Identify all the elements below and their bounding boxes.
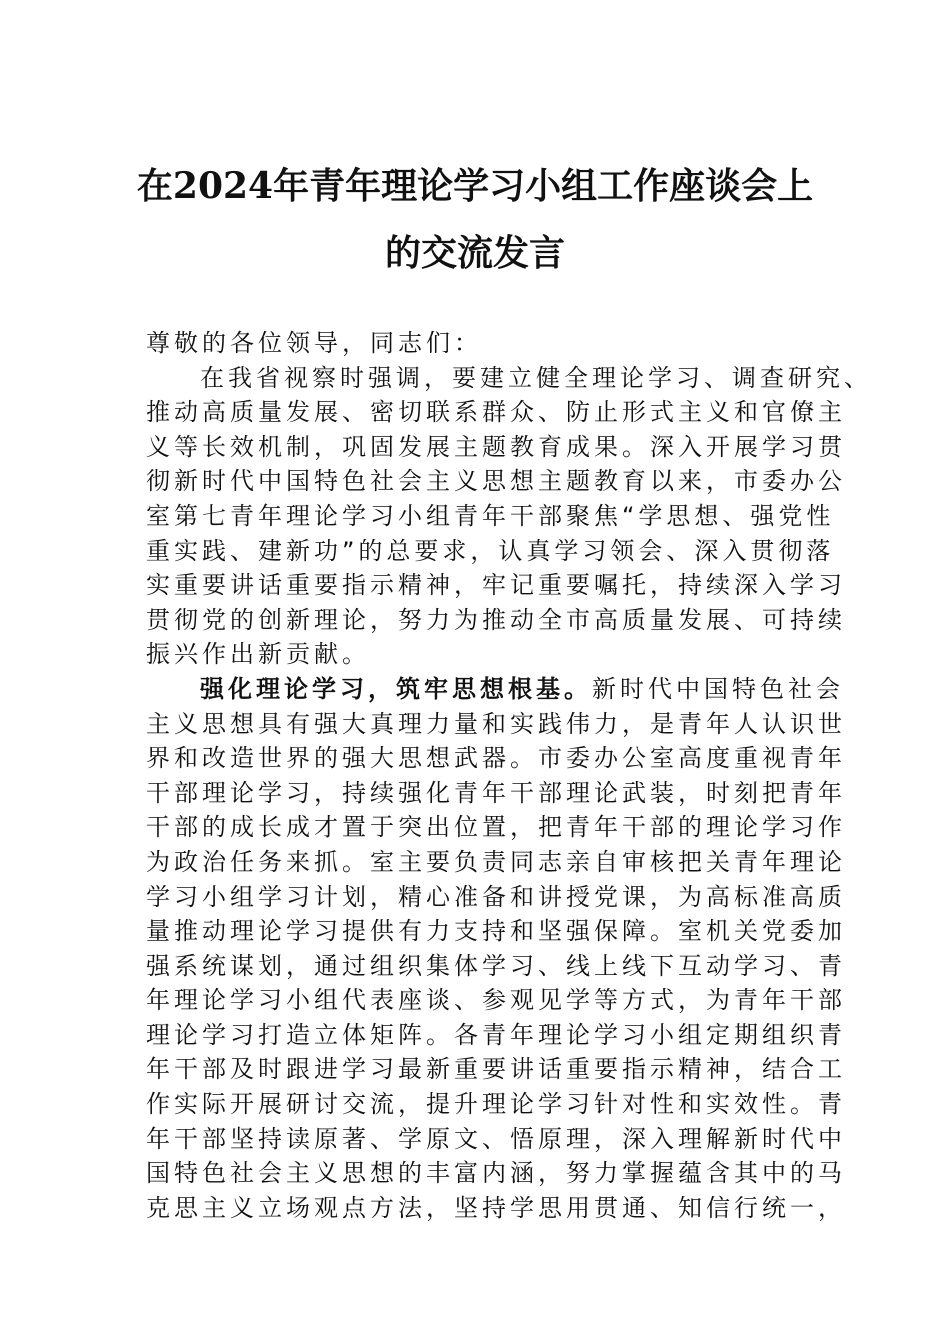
- paragraph-line: 年理论学习小组代表座谈、参观见学等方式，为青年干部: [146, 986, 846, 1015]
- paragraph-line: 界和改造世界的强大思想武器。市委办公室高度重视青年: [146, 744, 846, 773]
- paragraph-line: 实重要讲话重要指示精神，牢记重要嘱托，持续深入学习: [146, 571, 846, 600]
- paragraph-line: 室第七青年理论学习小组青年干部聚焦“学思想、强党性: [146, 501, 835, 530]
- paragraph-line: 为政治任务来抓。室主要负责同志亲自审核把关青年理论: [146, 847, 846, 876]
- paragraph-line: 国特色社会主义思想的丰富内涵，努力掌握蕴含其中的马: [146, 1159, 846, 1188]
- paragraph-line: 主义思想具有强大真理力量和实践伟力，是青年人认识世: [146, 709, 846, 738]
- paragraph-line: 在我省视察时强调，要建立健全理论学习、调查研究、: [200, 363, 872, 392]
- paragraph-line: 振兴作出新贡献。: [146, 640, 370, 669]
- paragraph-line: 作实际开展研讨交流，提升理论学习针对性和实效性。青: [146, 1090, 846, 1119]
- paragraph-1: [146, 361, 872, 672]
- paragraph-line: 量推动理论学习提供有力支持和坚强保障。室机关党委加: [146, 917, 846, 946]
- paragraph-line: 干部理论学习，持续强化青年干部理论武装，时刻把青年: [146, 778, 846, 807]
- paragraph-line: 彻新时代中国特色社会主义思想主题教育以来，市委办公: [146, 467, 846, 496]
- paragraph-line: 学习小组学习计划，精心准备和讲授党课，为高标准高质: [146, 882, 846, 911]
- paragraph-text: 新时代中国特色社会: [592, 674, 844, 703]
- paragraph-line: 推动高质量发展、密切联系群众、防止形式主义和官僚主: [146, 398, 846, 427]
- paragraph-line: 理论学习打造立体矩阵。各青年理论学习小组定期组织青: [146, 1020, 846, 1049]
- paragraph-2: [146, 672, 846, 1226]
- paragraph-line: 强系统谋划，通过组织集体学习、线上线下互动学习、青: [146, 951, 846, 980]
- paragraph-line: 贯彻党的创新理论，努力为推动全市高质量发展、可持续: [146, 605, 846, 634]
- section-heading: 强化理论学习，筑牢思想根基。: [200, 674, 592, 703]
- paragraph-line: 义等长效机制，巩固发展主题教育成果。深入开展学习贯: [146, 432, 846, 461]
- document-title-line-1: 在2024年青年理论学习小组工作座谈会上: [136, 165, 814, 207]
- paragraph-first-line: [146, 672, 844, 707]
- document-title-line-2: 的交流发言: [384, 232, 565, 274]
- salutation: 尊敬的各位领导，同志们：: [146, 329, 482, 357]
- document-body: [146, 326, 872, 1225]
- paragraph-line: 重实践、建新功”的总要求，认真学习领会、深入贯彻落: [146, 536, 835, 565]
- paragraph-line: 年干部及时跟进学习最新重要讲话重要指示精神，结合工: [146, 1055, 846, 1084]
- paragraph-line: 克思主义立场观点方法，坚持学思用贯通、知信行统一，: [146, 1193, 846, 1222]
- paragraph-line: 干部的成长成才置于突出位置，把青年干部的理论学习作: [146, 813, 846, 842]
- paragraph-line: 年干部坚持读原著、学原文、悟原理，深入理解新时代中: [146, 1124, 846, 1153]
